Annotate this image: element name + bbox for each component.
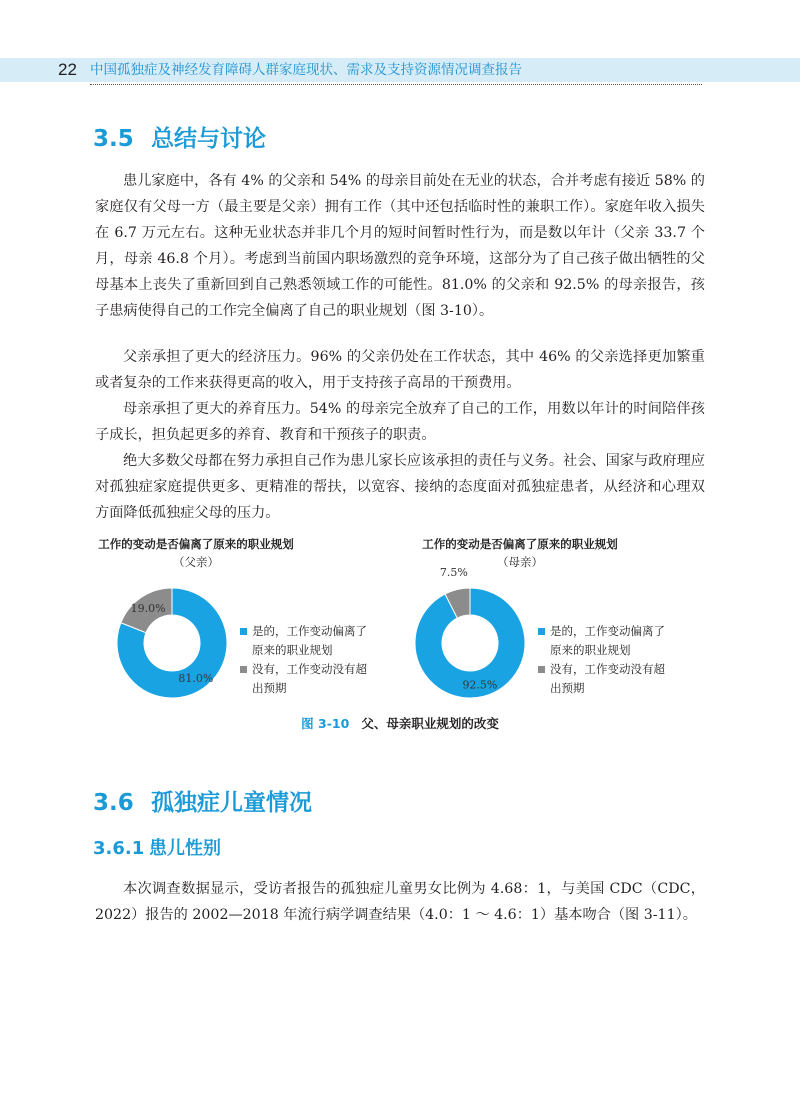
legend-item-no: [240, 660, 367, 698]
subsection-heading-3-6-1: [93, 834, 221, 860]
legend-swatch: [240, 628, 247, 635]
legend-label: 是的，工作变动偏离了: [550, 624, 665, 638]
slice-data-label: 19.0%: [130, 601, 166, 615]
chart-legend: [240, 622, 367, 698]
chart-subtitle: （父亲）: [173, 555, 219, 569]
figure-label: 图 3-10: [301, 716, 350, 731]
subsection-number: 3.6.1: [93, 838, 145, 859]
legend-label: 是的，工作变动偏离了: [252, 624, 367, 638]
chart-title: 工作的变动是否偏离了原来的职业规划: [422, 537, 618, 551]
paragraph: 本次调查数据显示，受访者报告的孤独症儿童男女比例为 4.68：1，与美国 CDC（CDC，2022）报告的 2002—2018 年流行病学调查结果（4.0：1 ～ 4.6：1）基本吻合（图 3-11）。: [95, 881, 705, 923]
legend-label: 没有，工作变动没有超: [550, 662, 665, 676]
section-number: 3.6: [93, 790, 134, 816]
paragraph: 患儿家庭中，各有 4% 的父亲和 54% 的母亲目前处在无业的状态，合并考虑有接近 58% 的家庭仅有父母一方（最主要是父亲）拥有工作（其中还包括临时性的兼职工作）。家庭年收入损失在 6.7 万元左右。这种无业状态并非几个月的短时间暂时性行为，而是数以年计（父亲 33.7 个月，母亲 46.8 个月）。考虑到当前国内职场激烈的竞争环境，这部分为了自己孩子做出牺牲的父母基本上丧失了重新回到自己熟悉领域工作的可能性。81.0% 的父亲和 92.5% 的母亲报告，孩子患病使得自己的工作完全偏离了自己的职业规划（图 3-10）。: [95, 173, 705, 319]
running-title: 中国孤独症及神经发育障碍人群家庭现状、需求及支持资源情况调查报告: [90, 62, 522, 78]
section-heading-3-6: [93, 784, 312, 817]
chart-subtitle: （母亲）: [497, 555, 543, 569]
legend-swatch: [538, 628, 545, 635]
subsection-title-text: 患儿性别: [149, 838, 221, 859]
section-title-text: 总结与讨论: [151, 126, 266, 152]
header-divider: [90, 84, 702, 85]
legend-label: 出预期: [550, 681, 585, 695]
donut-chart: [415, 565, 525, 698]
legend-item-yes: [538, 622, 665, 660]
legend-label: 没有，工作变动没有超: [252, 662, 367, 676]
paragraph: 绝大多数父母都在努力承担自己作为患儿家长应该承担的责任与义务。社会、国家与政府理应对孤独症家庭提供更多、更精准的帮扶，以宽容、接纳的态度面对孤独症患者，从经济和心理双方面降低孤独症父母的压力。: [95, 453, 705, 521]
legend-label: 原来的职业规划: [252, 643, 333, 657]
slice-data-label: 7.5%: [439, 565, 468, 579]
section-number: 3.5: [93, 126, 134, 152]
slice-data-label: 92.5%: [462, 678, 498, 692]
figure-caption: [0, 714, 800, 732]
legend-item-no: [538, 660, 665, 698]
legend-label: 原来的职业规划: [550, 643, 631, 657]
section-heading-3-5: [93, 120, 266, 153]
chart-legend: [538, 622, 665, 698]
paragraph: 父亲承担了更大的经济压力。96% 的父亲仍处在工作状态，其中 46% 的父亲选择更加繁重或者复杂的工作来获得更高的收入，用于支持孩子高昂的干预费用。: [95, 349, 705, 391]
section-title-text: 孤独症儿童情况: [151, 790, 312, 816]
paragraph: 母亲承担了更大的养育压力。54% 的母亲完全放弃了自己的工作，用数以年计的时间陪伴孩子成长，担负起更多的养育、教育和干预孩子的职责。: [95, 401, 705, 443]
legend-swatch: [538, 666, 545, 673]
slice-data-label: 81.0%: [178, 672, 214, 686]
chart-title: 工作的变动是否偏离了原来的职业规划: [98, 537, 294, 551]
legend-swatch: [240, 666, 247, 673]
page-number: 22: [58, 60, 77, 79]
figure-caption-text: 父、母亲职业规划的改变: [361, 716, 499, 731]
legend-label: 出预期: [252, 681, 287, 695]
donut-chart: [117, 588, 227, 698]
legend-item-yes: [240, 622, 367, 660]
